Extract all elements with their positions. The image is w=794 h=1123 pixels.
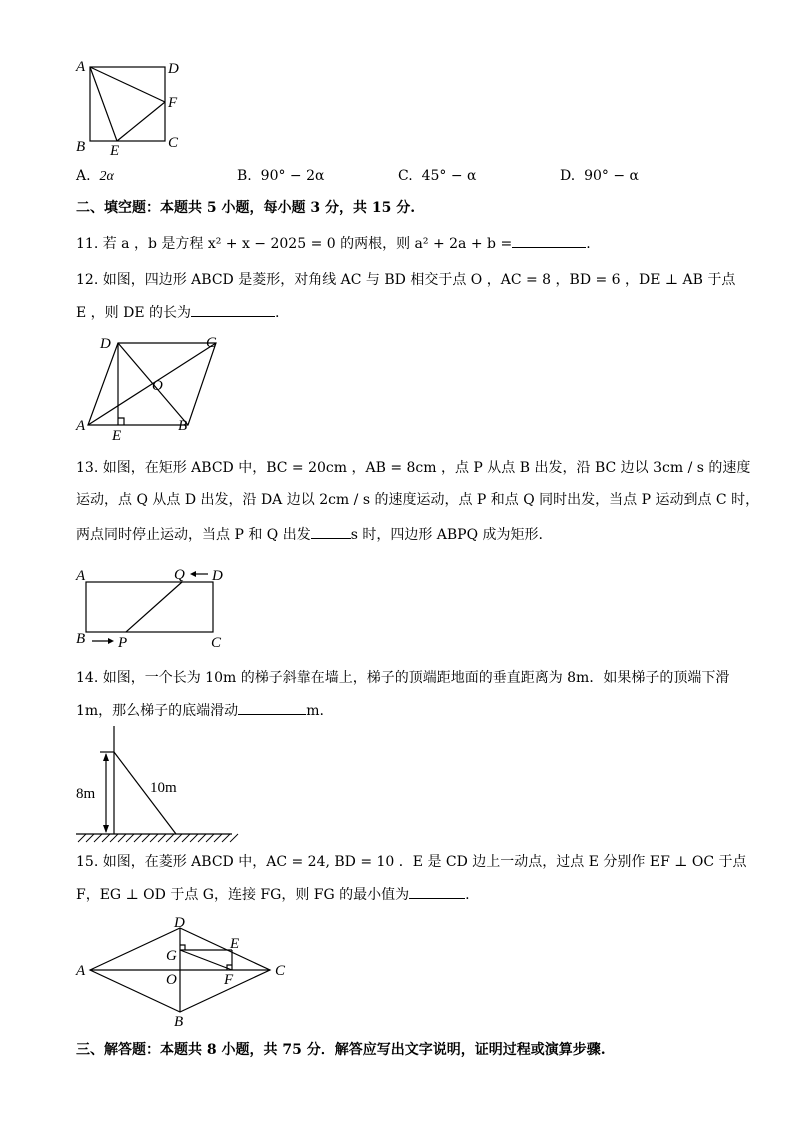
answer-blank-15[interactable] [409,884,465,899]
hatch-line [222,834,230,842]
label-d: D [174,915,185,931]
hatch-line [150,834,158,842]
segment-fg [180,950,232,970]
height-label: 8m [76,786,96,802]
question-14-line2: 1m，那么梯子的底端滑动 m. [76,700,324,721]
hatch-line [110,834,118,842]
label-c: C [211,635,222,651]
question-14-line1: 14. 如图，一个长为 10m 的梯子斜靠在墙上，梯子的顶端距地面的垂直距离为 8m．如果梯子的顶端下滑 [76,670,730,686]
segment-pq [126,582,182,632]
answer-blank-11[interactable] [512,233,586,248]
figure-rectangle-abcd [70,562,240,652]
option-b: B. 90° − 2α [237,168,325,184]
question-12-line1: 12. 如图，四边形 ABCD 是菱形，对角线 AC 与 BD 相交于点 O ，AC = 8 ，BD = 6 ，DE ⊥ AB 于点 [76,272,736,288]
question-13-line1: 13. 如图，在矩形 ABCD 中，BC = 20cm ，AB = 8cm ，点 P 从点 B 出发，沿 BC 边以 3cm / s 的速度 [76,460,751,476]
hatch-line [230,834,238,842]
right-angle-g [180,945,185,950]
label-q: Q [174,567,185,583]
ground-hatching [78,834,238,842]
question-11: 11. 若 a ，b 是方程 x² + x − 2025 = 0 的两根，则 a² + 2a + b = . [76,233,591,254]
label-c: C [275,963,286,979]
label-a: A [76,59,86,75]
right-angle-mark [118,418,124,425]
answer-blank-12[interactable] [191,302,275,317]
section-2-heading: 二、填空题：本题共 5 小题，每小题 3 分，共 15 分. [76,200,416,216]
question-15-line2: F，EG ⊥ OD 于点 G，连接 FG，则 FG 的最小值为 . [76,884,470,905]
option-c: C. 45° − α [398,168,477,184]
hatch-line [182,834,190,842]
arrowhead-p [108,638,114,644]
label-e: E [112,428,122,442]
label-b: B [178,418,188,434]
hatch-line [158,834,166,842]
label-e: E [110,143,120,159]
hatch-line [118,834,126,842]
label-f: F [168,95,178,111]
hatch-line [198,834,206,842]
label-b: B [174,1014,184,1029]
hatch-line [142,834,150,842]
section-3-heading: 三、解答题：本题共 8 小题，共 75 分．解答应写出文字说明，证明过程或演算步骤. [76,1042,606,1058]
label-d: D [168,61,179,77]
label-c: C [206,335,217,351]
arrowhead-up [103,753,109,761]
arrowhead-q [190,571,196,577]
square-outline [90,67,165,141]
hatch-line [94,834,102,842]
label-p: P [118,635,128,651]
answer-blank-13[interactable] [311,524,351,539]
label-f: F [224,972,234,988]
figure-square-abcd [70,55,190,160]
hatch-line [206,834,214,842]
hatch-line [174,834,182,842]
question-13-line2: 运动，点 Q 从点 D 出发，沿 DA 边以 2cm / s 的速度运动，点 P 和点 Q 同时出发，当点 P 运动到点 C 时， [76,492,760,508]
label-a: A [76,418,86,434]
hatch-line [126,834,134,842]
question-12-line2: E ，则 DE 的长为 . [76,302,279,323]
label-o: O [152,378,163,394]
label-a: A [76,963,86,979]
option-a: A. 2α [76,168,114,184]
rectangle-outline [86,582,213,632]
label-a: A [76,568,86,584]
hatch-line [214,834,222,842]
figure-rhombus-efg [70,914,300,1029]
question-15-line1: 15. 如图，在菱形 ABCD 中，AC = 24, BD = 10 ．E 是 CD 边上一动点，过点 E 分别作 EF ⊥ OC 于点 [76,854,747,870]
label-d: D [212,568,223,584]
label-d: D [100,336,111,352]
ladder-length-label: 10m [150,780,177,796]
label-b: B [76,631,86,647]
hatch-line [166,834,174,842]
figure-rhombus-abcd [70,330,230,442]
hatch-line [102,834,110,842]
label-c: C [168,135,179,151]
label-e: E [230,936,240,952]
answer-blank-14[interactable] [238,700,306,715]
label-o: O [166,972,177,988]
label-b: B [76,139,86,155]
figure-ladder [70,726,240,846]
hatch-line [78,834,86,842]
question-13-line3: 两点同时停止运动，当点 P 和 Q 出发 s 时，四边形 ABPQ 成为矩形. [76,524,543,545]
hatch-line [86,834,94,842]
label-g: G [166,948,177,964]
arrowhead-down [103,825,109,833]
hatch-line [134,834,142,842]
segment-ef [117,102,165,141]
option-d: D. 90° − α [560,168,639,184]
hatch-line [190,834,198,842]
